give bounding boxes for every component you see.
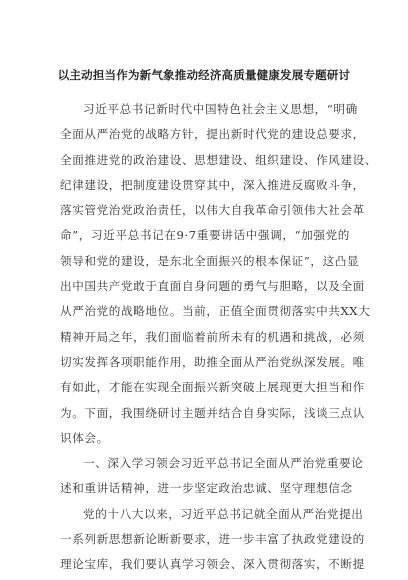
document-body: [60, 97, 378, 578]
body-line: 命”，习近平总书记在9·7重要讲话中强调，“加强党的: [60, 228, 350, 243]
body-line: 全面推进党的政治建设、思想建设、组织建设、作风建设、: [60, 152, 378, 167]
body-line: 党的十八大以来，习近平总书记就全面从严治党提出: [83, 506, 364, 521]
body-line: 理论宝库，我们要认真学习领会、深入贯彻落实，不断提: [60, 557, 365, 572]
body-line: 一系列新思想新论断新要求，进一步丰富了执政党建设的: [60, 532, 365, 547]
body-line: 习近平总书记新时代中国特色社会主义思想，“明确: [83, 102, 358, 116]
body-line: 全面从严治党的战略方针，提出新时代党的建设总要求，: [60, 127, 365, 142]
body-line: 述和重讲话精神，进一步坚定政治忠诚、坚守理想信念: [60, 481, 353, 496]
body-line: 有如此，才能在实现全面振兴新突破上展现更大担当和作: [60, 380, 365, 395]
body-line: 精神开局之年，我们面临着前所未有的机遇和挑战，必须: [60, 329, 365, 344]
document-title: 以主动担当作为新气象推动经济高质量健康发展专题研讨: [57, 68, 351, 82]
body-line: 落实管党治党政治责任，以伟大自我革命引领伟大社会革: [60, 203, 365, 218]
body-line: 从严治党的战略地位。当前，正值全面贯彻落实中共XX大: [60, 304, 371, 319]
body-line: 一、深入学习领会习近平总书记全面从严治党重要论: [83, 456, 364, 471]
body-line: 领导和党的建设，是东北全面振兴的根本保证”，这凸显: [60, 253, 360, 268]
body-line: 切实发挥各项职能作用，助推全面从严治党纵深发展。唯: [60, 354, 365, 369]
body-line: 识体会。: [60, 430, 109, 445]
body-line: 纪律建设，把制度建设贯穿其中，深入推进反腐败斗争，: [60, 177, 365, 192]
body-line: 出中国共产党敢于直面自身问题的勇气与胆略，以及全面: [60, 279, 365, 294]
body-line: 为。下面，我围绕研讨主题并结合自身实际，浅谈三点认: [60, 405, 365, 420]
